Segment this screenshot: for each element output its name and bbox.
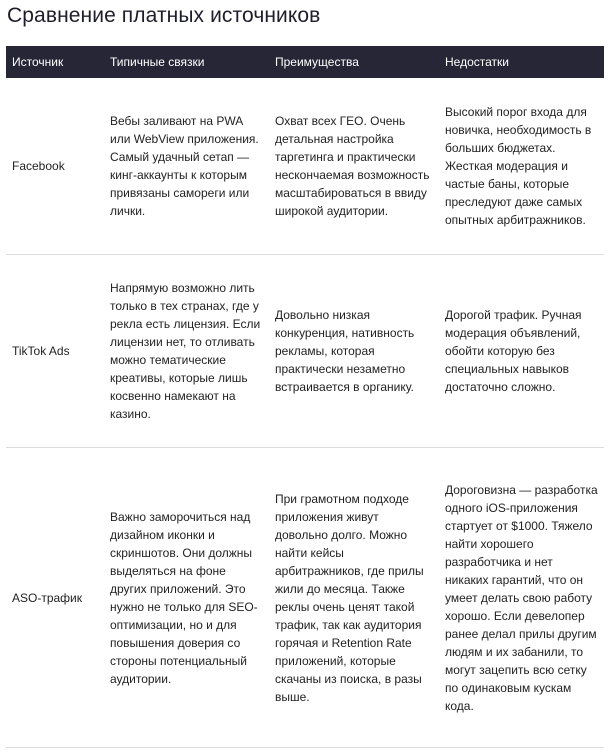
cell-source: Facebook (6, 78, 104, 255)
header-advantages: Преимущества (269, 46, 439, 78)
cell-bundles: Вебы заливают на PWA или WebView приложения. Самый удачный сетап — кинг-аккаунты к которым привязаны самореги или лички. (104, 78, 269, 255)
cell-advantages: Довольно низкая конкуренция, нативность рекламы, которая практически незаметно встраивается в органику. (269, 255, 439, 448)
cell-bundles: Важно заморочиться над дизайном иконки и скриншотов. Они должны выделяться на фоне других приложений. Это нужно не только для SEO-оптимизации, но и для повышения доверия со стороны потенциальный аудитории. (104, 448, 269, 748)
header-bundles: Типичные связки (104, 46, 269, 78)
cell-disadvantages: Дороговизна — разработка одного iOS-приложения стартует от $1000. Тяжело найти хорошего разработчика и нет никаких гарантий, что он умеет делать свою работу хорошо. Если девелопер ранее делал прилы другим людям и их забанили, то могут зацепить всю сетку по одинаковым кускам кода. (439, 448, 604, 748)
cell-source: TikTok Ads (6, 255, 104, 448)
table-row (6, 255, 604, 448)
cell-disadvantages: Дорогой трафик. Ручная модерация объявлений, обойти которую без специальных навыков достаточно сложно. (439, 255, 604, 448)
cell-advantages: Охват всех ГЕО. Очень детальная настройка таргетинга и практически нескончаемая возможность масштабироваться в ввиду широкой аудитории. (269, 78, 439, 255)
cell-bundles: Напрямую возможно лить только в тех странах, где у рекла есть лицензия. Если лицензии нет, то отливать можно тематические креативы, которые лишь косвенно намекают на казино. (104, 255, 269, 448)
comparison-table (6, 46, 604, 748)
cell-disadvantages: Высокий порог входа для новичка, необходимость в больших бюджетах. Жесткая модерация и частые баны, которые преследуют даже самых опытных арбитражников. (439, 78, 604, 255)
page-title: Сравнение платных источников (7, 4, 321, 27)
cell-advantages: При грамотном подходе приложения живут довольно долго. Можно найти кейсы арбитражников, где прилы жили до месяца. Также реклы очень ценят такой трафик, так как аудитория горячая и Retention Rate приложений, которые скачаны из поиска, в разы выше. (269, 448, 439, 748)
table-header-row (6, 46, 604, 78)
header-source: Источник (6, 46, 104, 78)
table-row (6, 78, 604, 255)
cell-source: ASO-трафик (6, 448, 104, 748)
table-row (6, 448, 604, 748)
header-disadvantages: Недостатки (439, 46, 604, 78)
